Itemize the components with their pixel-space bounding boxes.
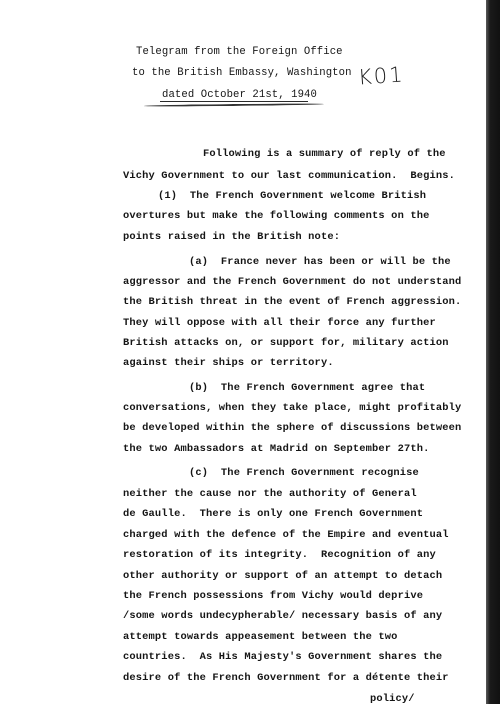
scanner-edge	[486, 0, 500, 704]
body-line: aggressor and the French Government do not understand	[123, 276, 462, 288]
body-line: attempt towards appeasement between the two	[123, 631, 398, 643]
telegram-header-line-2: to the British Embassy, Washington	[132, 67, 352, 79]
date-underline-stroke	[144, 103, 324, 107]
telegram-header-line-1: Telegram from the Foreign Office	[136, 46, 343, 58]
body-line: They will oppose with all their force any further	[123, 317, 436, 329]
body-line: the French possessions from Vichy would deprive	[123, 590, 424, 602]
body-line: be developed within the sphere of discussions between	[123, 422, 462, 434]
body-line: (1) The French Government welcome British	[158, 190, 427, 202]
body-line: (a) France never has been or will be the	[189, 256, 451, 268]
body-line: countries. As His Majesty's Government shares the	[123, 651, 443, 663]
catchword-continuation: policy/	[370, 693, 415, 705]
body-line: the two Ambassadors at Madrid on September 27th.	[123, 443, 430, 455]
body-line: charged with the defence of the Empire and eventual	[123, 529, 449, 541]
body-line: British attacks on, or support for, military action	[123, 337, 449, 349]
telegram-date-line: dated October 21st, 1940	[162, 89, 317, 101]
handwritten-reference-mark: K01	[357, 62, 406, 90]
body-line: desire of the French Government for a détente their	[123, 672, 449, 684]
body-line: conversations, when they take place, might profitably	[123, 402, 462, 414]
body-line: overtures but make the following comments on the	[123, 210, 430, 222]
body-line: against their ships or territory.	[123, 357, 334, 369]
body-line: the British threat in the event of French aggression.	[123, 296, 462, 308]
date-underline	[160, 101, 308, 102]
body-line: Vichy Government to our last communication. Begins.	[123, 170, 456, 182]
body-line: (b) The French Government agree that	[189, 382, 426, 394]
body-line: other authority or support of an attempt to detach	[123, 570, 443, 582]
body-line: neither the cause nor the authority of General	[123, 488, 417, 500]
body-line: restoration of its integrity. Recognition of any	[123, 549, 436, 561]
body-line: /some words undecypherable/ necessary basis of any	[123, 610, 443, 622]
body-line: (c) The French Government recognise	[189, 467, 419, 479]
body-line: Following is a summary of reply of the	[203, 148, 446, 160]
body-line: de Gaulle. There is only one French Government	[123, 508, 424, 520]
body-line: points raised in the British note:	[123, 231, 341, 243]
